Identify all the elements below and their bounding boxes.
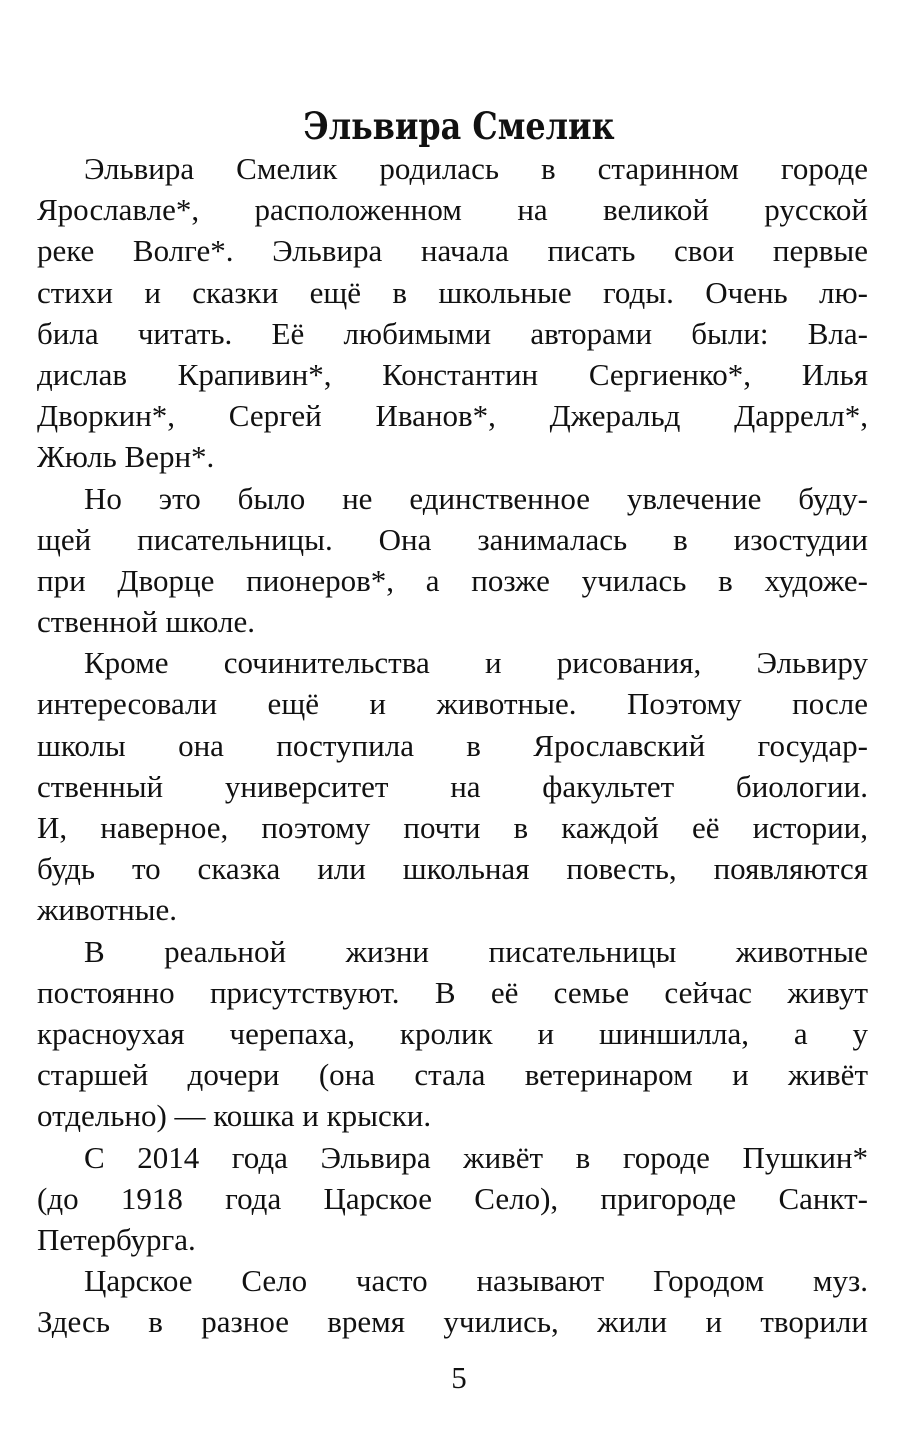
text-line: реке Волге*. Эльвира начала писать свои первые [37, 233, 868, 269]
text-line: старшей дочери (она стала ветеринаром и живёт [37, 1057, 868, 1093]
text-line: щей писательницы. Она занималась в изостудии [37, 521, 868, 557]
text-line: Жюль Верн*. [37, 439, 215, 475]
text-line: отдельно) — кошка и крыски. [37, 1098, 432, 1134]
text-line: Но это было не единственное увлечение буду- [84, 480, 868, 516]
text-line: Кроме сочинительства и рисования, Эльвиру [84, 645, 868, 681]
text-line: Петербурга. [37, 1221, 196, 1257]
text-line: ственный университет на факультет биологии. [37, 768, 868, 804]
paragraph-tsarskoye-selo [37, 1260, 868, 1342]
text-line: била читать. Её любимыми авторами были: Вла- [37, 315, 868, 351]
text-line: постоянно присутствуют. В её семье сейчас живут [37, 974, 868, 1010]
text-line: будь то сказка или школьная повесть, появляются [37, 851, 868, 887]
text-line: (до 1918 года Царское Село), пригороде Санкт- [37, 1180, 868, 1216]
text-line: животные. [37, 892, 177, 928]
page-title: Эльвира Смелик [303, 103, 615, 148]
page-number: 5 [451, 1360, 467, 1395]
text-line: С 2014 года Эльвира живёт в городе Пушкин* [84, 1139, 868, 1175]
text-line: Ярославле*, расположенном на великой русской [37, 192, 868, 228]
text-line: Царское Село часто называют Городом муз. [84, 1263, 868, 1299]
paragraph-birth-and-early-writing [37, 148, 868, 478]
text-line: ственной школе. [37, 604, 255, 640]
text-line: стихи и сказки ещё в школьные годы. Очень лю- [37, 274, 868, 310]
text-line: Эльвира Смелик родилась в старинном городе [84, 151, 868, 186]
text-line: дислав Крапивин*, Константин Сергиенко*, Илья [37, 356, 868, 392]
paragraph-pets [37, 931, 868, 1137]
text-line: красноухая черепаха, кролик и шиншилла, а у [37, 1015, 868, 1051]
paragraph-biology-university [37, 642, 868, 930]
text-line: Дворкин*, Сергей Иванов*, Джеральд Даррелл*, [37, 398, 868, 434]
text-line: школы она поступила в Ярославский государ- [37, 727, 868, 763]
text-line: интересовали ещё и животные. Поэтому после [37, 686, 868, 722]
paragraph-pushkin-residence [37, 1137, 868, 1261]
text-line: Здесь в разное время учились, жили и творили [37, 1304, 868, 1340]
text-line: В реальной жизни писательницы животные [84, 933, 868, 969]
text-line: И, наверное, поэтому почти в каждой её истории, [37, 810, 868, 845]
paragraph-art-studio [37, 478, 868, 643]
article-body [37, 148, 868, 1342]
text-line: при Дворце пионеров*, а позже училась в художе- [37, 562, 868, 598]
